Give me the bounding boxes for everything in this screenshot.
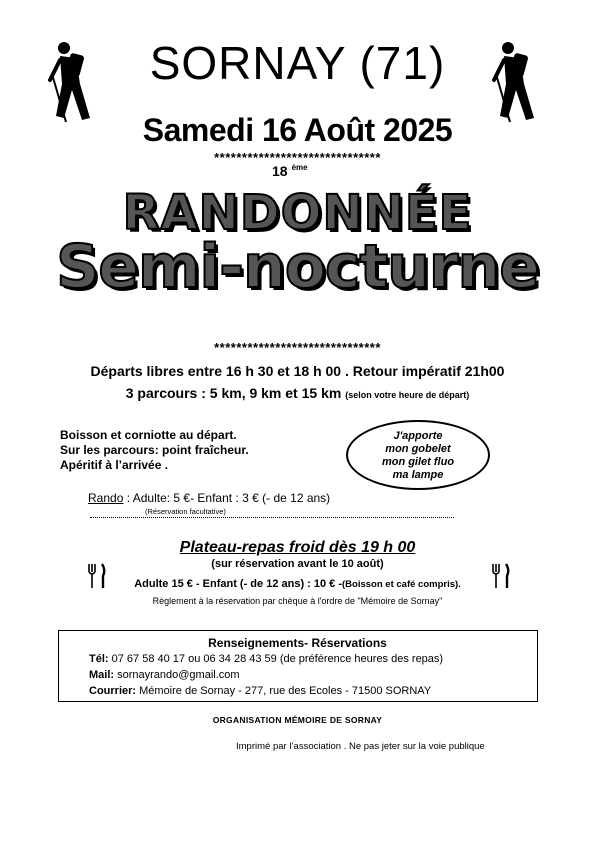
parcours-line: 3 parcours : 5 km, 9 km et 15 km (selon votre heure de départ): [125, 385, 470, 401]
extras-text: Boisson et corniotte au départ. Sur les parcours: point fraîcheur. Apéritif à l’arrivée .: [60, 428, 249, 472]
info-heading: Renseignements- Réservations: [208, 636, 387, 650]
main-heading-line2: Semi-nocturne: [56, 232, 539, 302]
edition-suffix: ème: [291, 163, 308, 172]
organisation: ORGANISATION MÉMOIRE DE SORNAY: [212, 715, 383, 725]
edition-number: 18 $^{ème}$: [272, 163, 308, 179]
rando-price: Rando : Adulte: 5 €- Enfant : 3 € (- de 12 ans): [88, 491, 331, 505]
parcours-note: (selon votre heure de départ): [345, 390, 470, 400]
divider: [90, 517, 454, 518]
event-date: Samedi 16 Août 2025: [142, 112, 453, 148]
bring-items-oval: J'apporte mon gobelet mon gilet fluo ma lampe: [346, 420, 490, 490]
info-mail: Mail: sornayrando@gmail.com: [89, 669, 240, 681]
meal-subtitle: (sur réservation avant le 10 août): [211, 558, 384, 570]
info-box: [58, 630, 538, 702]
meal-price: Adulte 15 € - Enfant (- de 12 ans) : 10 € -(Boisson et café compris).: [134, 578, 461, 590]
meal-title: Plateau-repas froid dès 19 h 00: [179, 539, 416, 556]
print-note: Imprimé par l’association . Ne pas jeter sur la voie publique: [236, 741, 485, 752]
stars-divider: ******************************: [214, 150, 381, 165]
departs-line: Départs libres entre 16 h 30 et 18 h 00 . Retour impératif 21h00: [90, 363, 505, 379]
meal-price-note: (Boisson et café compris).: [342, 579, 461, 590]
rando-note: (Réservation facultative): [145, 507, 226, 516]
main-heading-line1: RANDONNÉE: [122, 185, 473, 241]
page-title: SORNAY (71): [149, 37, 446, 89]
info-courrier: Courrier: Mémoire de Sornay - 277, rue des Ecoles - 71500 SORNAY: [89, 685, 432, 697]
meal-payment: Règlement à la réservation par chèque à l'ordre de "Mémoire de Sornay": [152, 596, 443, 606]
stars-divider: ******************************: [214, 340, 381, 355]
info-tel: Tél: 07 67 58 40 17 ou 06 34 28 43 59 (de préférence heures des repas): [89, 653, 444, 665]
